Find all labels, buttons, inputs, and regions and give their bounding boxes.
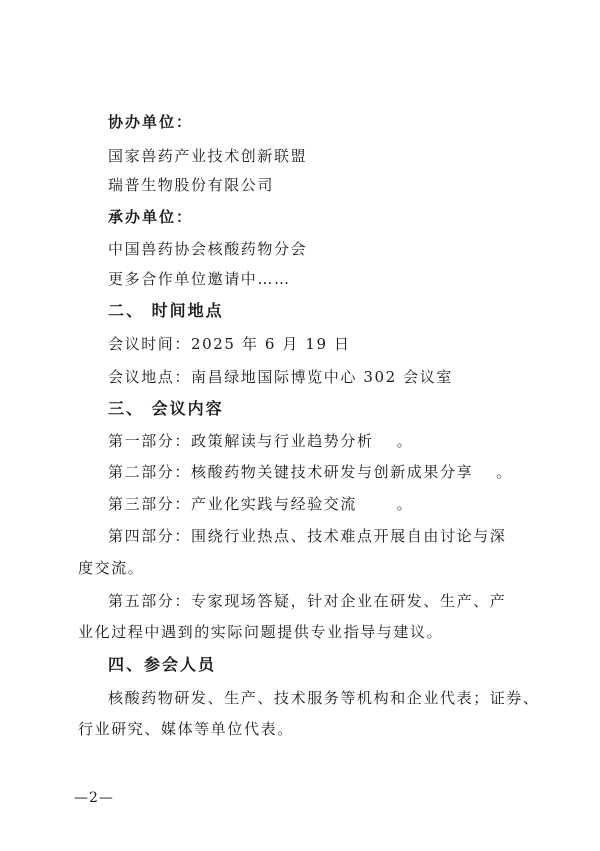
host-organizer-item-2: 更多合作单位邀请中…… [108, 270, 291, 288]
agenda-part-1: 第一部分：政策解读与行业趋势分析 。 [108, 432, 414, 450]
host-organizer-label: 承办单位： [108, 208, 194, 226]
attendees-line-1: 核酸药物研发、生产、技术服务等机构和企业代表；证券、 [108, 689, 540, 707]
agenda-part-5-line-1: 第五部分：专家现场答疑，针对企业在研发、生产、产 [108, 592, 507, 610]
co-organizer-item-1: 国家兽药产业技术创新联盟 [108, 147, 308, 165]
section-4-heading: 四、参会人员 [108, 655, 217, 674]
attendees-line-2: 行业研究、媒体等单位代表。 [78, 720, 294, 738]
meeting-place: 会议地点：南昌绿地国际博览中心 302 会议室 [108, 368, 453, 386]
meeting-time: 会议时间：2025 年 6 月 19 日 [108, 335, 351, 353]
agenda-part-3: 第三部分：产业化实践与经验交流 。 [108, 495, 414, 513]
section-3-heading: 三、 会议内容 [108, 399, 224, 418]
agenda-part-4-line-1: 第四部分：围绕行业热点、技术难点开展自由讨论与深 [108, 527, 507, 545]
section-2-heading: 二、 时间地点 [108, 301, 224, 320]
agenda-part-5-line-2: 业化过程中遇到的实际问题提供专业指导与建议。 [78, 623, 444, 641]
page-number: —2— [74, 790, 114, 806]
co-organizer-item-2: 瑞普生物股份有限公司 [108, 176, 275, 194]
co-organizer-label: 协办单位： [108, 113, 194, 131]
agenda-part-4-line-2: 度交流。 [78, 559, 145, 577]
host-organizer-item-1: 中国兽药协会核酸药物分会 [108, 240, 308, 258]
agenda-part-2: 第二部分：核酸药物关键技术研发与创新成果分享 。 [108, 463, 513, 481]
